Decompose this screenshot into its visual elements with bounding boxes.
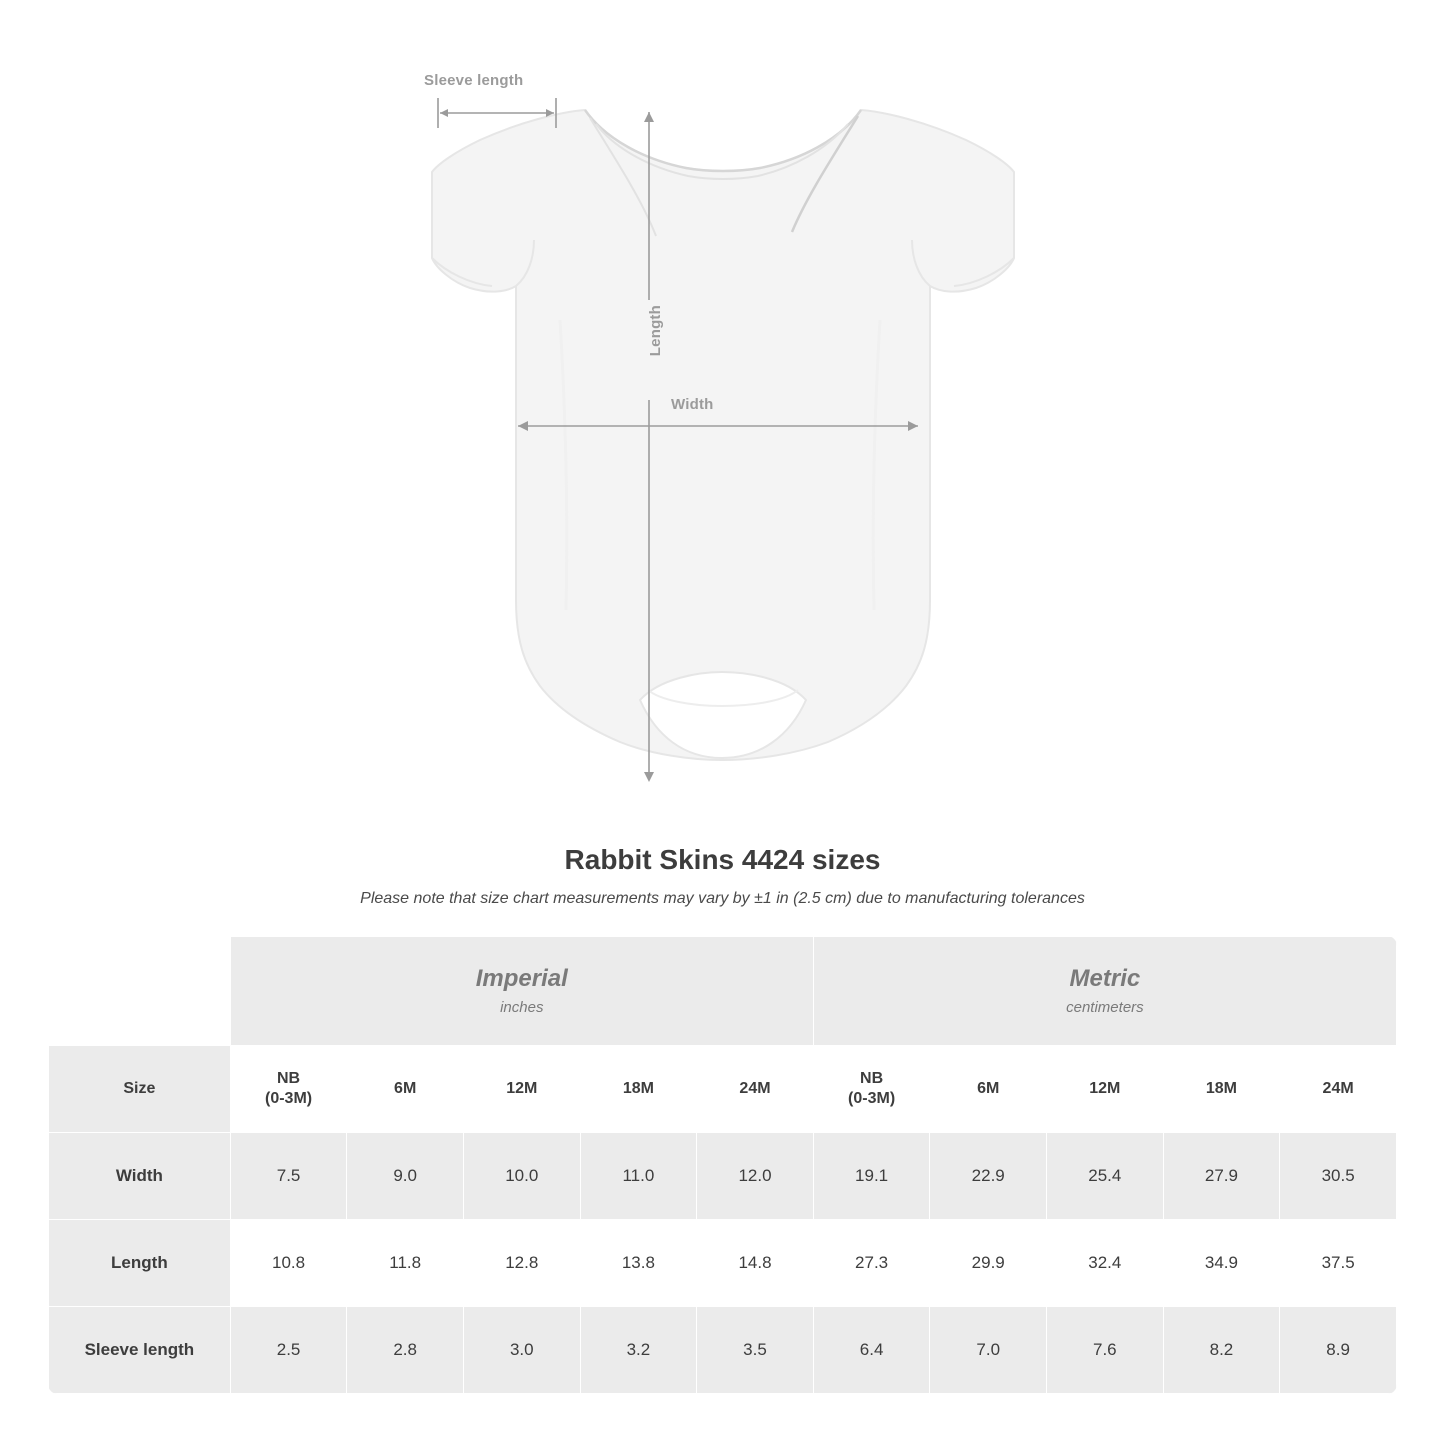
table-row <box>49 1133 1397 1220</box>
unit-group-metric-sub: centimeters <box>1066 998 1144 1016</box>
cell-width-9: 30.5 <box>1280 1133 1397 1220</box>
row-label-sleeve-length: Sleeve length <box>49 1307 231 1394</box>
width-label: Width <box>671 396 714 413</box>
cell-length-0: 10.8 <box>230 1220 347 1307</box>
cell-length-8: 34.9 <box>1163 1220 1280 1307</box>
table-corner-cell <box>49 937 231 1046</box>
unit-group-imperial-name: Imperial <box>475 965 568 993</box>
row-label-width: Width <box>49 1133 231 1220</box>
chart-heading <box>0 844 1445 908</box>
size-chart-table <box>48 936 1397 1394</box>
cell-sleeve-9: 8.9 <box>1280 1307 1397 1394</box>
cell-sleeve-6: 7.0 <box>930 1307 1047 1394</box>
page-title: Rabbit Skins 4424 sizes <box>564 844 881 875</box>
cell-length-7: 32.4 <box>1047 1220 1164 1307</box>
cell-length-1: 11.8 <box>347 1220 464 1307</box>
header-col-2: 12M <box>463 1046 580 1133</box>
size-table-wrapper <box>48 936 1397 1394</box>
cell-width-4: 12.0 <box>697 1133 814 1220</box>
length-label: Length <box>647 305 664 357</box>
row-label-length: Length <box>49 1220 231 1307</box>
tolerance-note: Please note that size chart measurements may vary by ±1 in (2.5 cm) due to manufacturing tolerances <box>360 890 1085 907</box>
cell-width-6: 22.9 <box>930 1133 1047 1220</box>
cell-length-6: 29.9 <box>930 1220 1047 1307</box>
header-size-label: Size <box>49 1046 231 1133</box>
column-header-row <box>49 1046 1397 1133</box>
table-row <box>49 1307 1397 1394</box>
header-col-1: 6M <box>347 1046 464 1133</box>
unit-group-metric <box>813 937 1396 1046</box>
sleeve-length-label: Sleeve length <box>424 72 524 89</box>
header-col-0-line2: (0-3M) <box>265 1090 313 1107</box>
table-row <box>49 1220 1397 1307</box>
unit-group-row <box>49 937 1397 1046</box>
unit-group-metric-name: Metric <box>1069 965 1141 993</box>
cell-sleeve-4: 3.5 <box>697 1307 814 1394</box>
header-col-5-line1: NB <box>860 1070 884 1087</box>
header-col-9: 24M <box>1280 1046 1397 1133</box>
header-col-5 <box>813 1046 930 1133</box>
header-col-6: 6M <box>930 1046 1047 1133</box>
cell-sleeve-0: 2.5 <box>230 1307 347 1394</box>
cell-width-5: 19.1 <box>813 1133 930 1220</box>
cell-sleeve-2: 3.0 <box>463 1307 580 1394</box>
cell-width-1: 9.0 <box>347 1133 464 1220</box>
cell-sleeve-3: 3.2 <box>580 1307 697 1394</box>
cell-sleeve-1: 2.8 <box>347 1307 464 1394</box>
header-col-7: 12M <box>1047 1046 1164 1133</box>
cell-sleeve-5: 6.4 <box>813 1307 930 1394</box>
cell-length-9: 37.5 <box>1280 1220 1397 1307</box>
bodysuit-shape <box>432 110 1014 760</box>
cell-width-8: 27.9 <box>1163 1133 1280 1220</box>
header-col-0 <box>230 1046 347 1133</box>
header-col-5-line2: (0-3M) <box>848 1090 896 1107</box>
cell-length-2: 12.8 <box>463 1220 580 1307</box>
cell-width-0: 7.5 <box>230 1133 347 1220</box>
cell-length-3: 13.8 <box>580 1220 697 1307</box>
cell-width-2: 10.0 <box>463 1133 580 1220</box>
header-col-3: 18M <box>580 1046 697 1133</box>
cell-sleeve-8: 8.2 <box>1163 1307 1280 1394</box>
cell-sleeve-7: 7.6 <box>1047 1307 1164 1394</box>
unit-group-imperial-sub: inches <box>500 998 544 1016</box>
header-col-0-line1: NB <box>277 1070 301 1087</box>
header-col-8: 18M <box>1163 1046 1280 1133</box>
unit-group-imperial <box>230 937 813 1046</box>
header-col-4: 24M <box>697 1046 814 1133</box>
cell-width-3: 11.0 <box>580 1133 697 1220</box>
cell-width-7: 25.4 <box>1047 1133 1164 1220</box>
cell-length-4: 14.8 <box>697 1220 814 1307</box>
cell-length-5: 27.3 <box>813 1220 930 1307</box>
